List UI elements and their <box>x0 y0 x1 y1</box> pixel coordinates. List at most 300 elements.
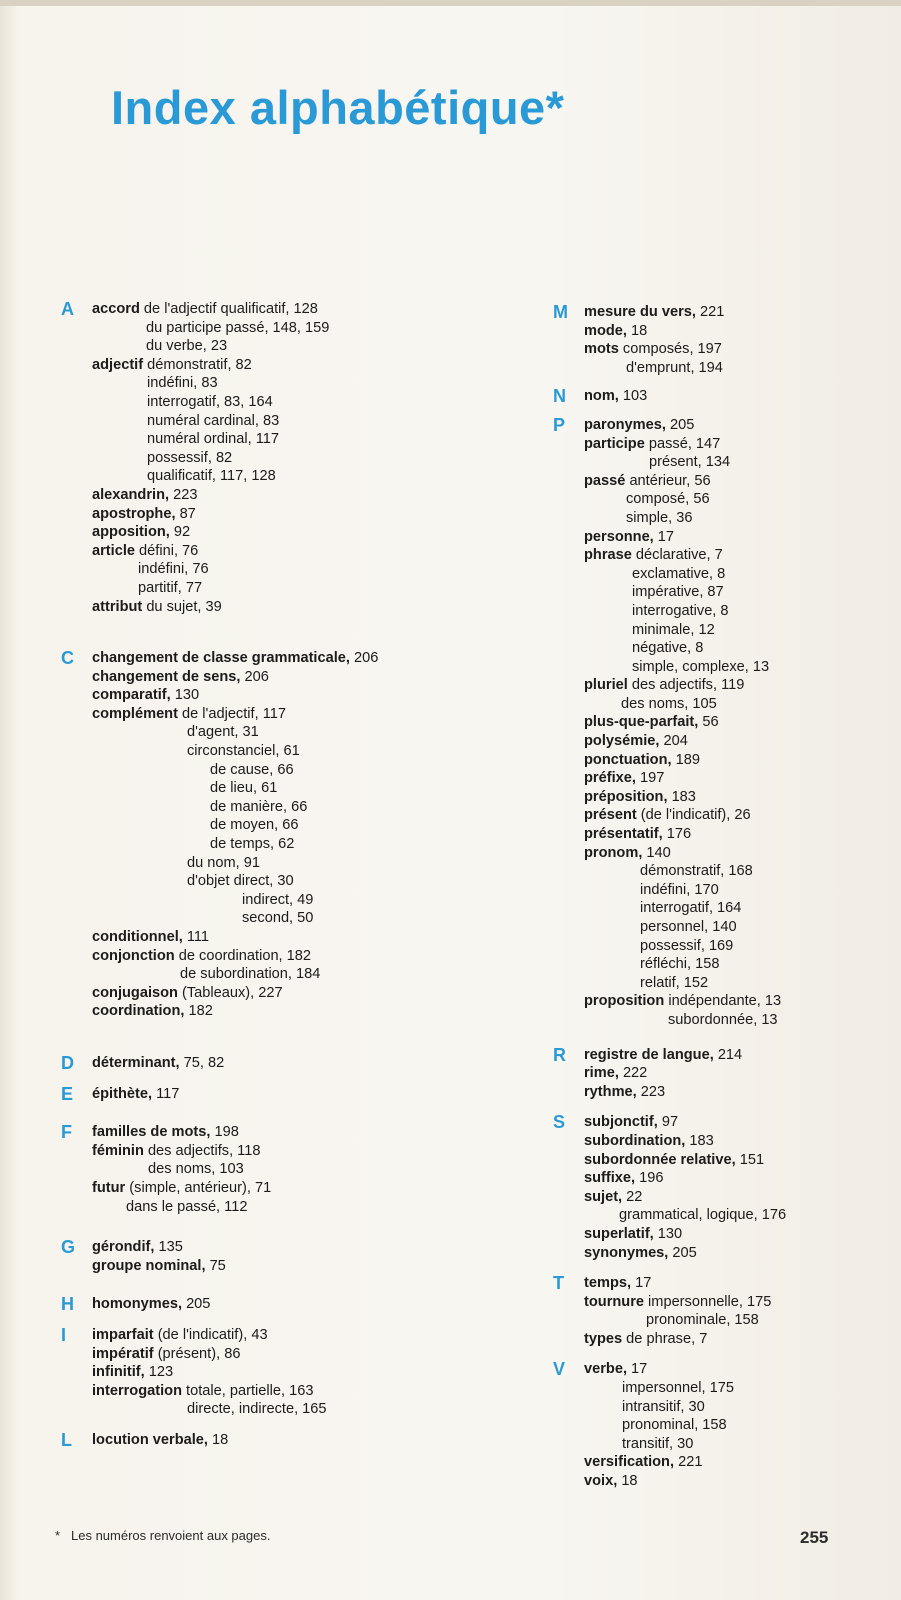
index-entry-text: 204 <box>659 733 688 750</box>
index-column-right <box>548 303 888 1491</box>
index-entry-text: circonstanciel, 61 <box>187 743 300 760</box>
index-entry-text: pronominal, 158 <box>622 1417 727 1434</box>
index-entry-line <box>92 412 486 431</box>
index-entry-line <box>584 472 888 491</box>
index-headword: nom, <box>584 388 619 405</box>
index-entry-line <box>584 1398 888 1417</box>
index-entry-text: interrogative, 8 <box>632 602 729 619</box>
index-group-h <box>56 1295 486 1314</box>
index-entry-line <box>92 505 486 524</box>
index-headword: subordonnée relative, <box>584 1151 736 1168</box>
index-entry-text: de l'adjectif, 117 <box>177 705 286 722</box>
index-entry-line <box>584 695 888 714</box>
index-entry-line <box>92 1326 486 1345</box>
index-group-g <box>56 1238 486 1275</box>
index-entry-text: du participe passé, 148, 159 <box>146 319 330 336</box>
index-entry-text: défini, 76 <box>135 542 199 559</box>
index-entry-text: des noms, 103 <box>148 1161 244 1178</box>
index-entry-text: 140 <box>642 844 671 861</box>
index-entry-line <box>584 1151 888 1170</box>
index-entry-text: de coordination, 182 <box>174 947 312 964</box>
index-entry-line <box>92 649 486 668</box>
index-entry-line <box>92 579 486 598</box>
index-entry-text: du nom, 91 <box>187 854 261 871</box>
index-entry-text: directe, indirecte, 165 <box>187 1401 327 1418</box>
index-entry-text: 221 <box>674 1454 703 1471</box>
section-letter-f: F <box>61 1122 72 1143</box>
index-group-c <box>56 649 486 1021</box>
index-entry-line <box>584 359 888 378</box>
index-entry-text: 18 <box>207 1431 229 1448</box>
index-entry-line <box>584 974 888 993</box>
index-headword: proposition <box>584 993 665 1010</box>
index-entry-line <box>584 1011 888 1030</box>
index-headword: pluriel <box>584 677 628 694</box>
index-entry-text: dans le passé, 112 <box>126 1198 248 1215</box>
index-entry-text: de phrase, 7 <box>622 1330 708 1347</box>
index-entry-line <box>584 918 888 937</box>
index-entry-text: de l'adjectif qualificatif, 128 <box>139 301 318 317</box>
index-headword: personne, <box>584 528 654 545</box>
index-headword: article <box>92 542 135 559</box>
section-letter-i: I <box>61 1324 67 1345</box>
index-entry-line <box>584 602 888 621</box>
index-entry-line <box>92 1363 486 1382</box>
section-letter-r: R <box>553 1044 566 1065</box>
index-group-i <box>56 1326 486 1419</box>
section-letter-p: P <box>553 414 566 435</box>
index-entry-line <box>92 891 486 910</box>
index-entry-line <box>584 509 888 528</box>
index-entry-text: 130 <box>653 1225 683 1242</box>
index-entry-line <box>92 1257 486 1276</box>
index-entry-text: 111 <box>182 929 210 945</box>
index-headword: coordination, <box>92 1003 185 1020</box>
index-entry-line <box>92 1179 486 1198</box>
index-headword: impératif <box>92 1345 154 1362</box>
index-entry-text: 75 <box>205 1257 226 1274</box>
index-group-a <box>56 300 486 616</box>
index-entry-line <box>584 1244 888 1263</box>
index-entry-line <box>584 639 888 658</box>
index-entry-text: de cause, 66 <box>210 761 294 778</box>
index-entry-text: partitif, 77 <box>138 579 203 596</box>
page-title: Index alphabétique* <box>111 81 565 134</box>
index-headword: plus-que-parfait, <box>584 714 699 731</box>
index-headword: suffixe, <box>584 1170 636 1187</box>
index-entry-line <box>92 319 486 338</box>
index-entry-line <box>584 658 888 677</box>
index-entry-text: d'agent, 31 <box>187 724 259 741</box>
index-entry-line <box>584 937 888 956</box>
section-letter-h: H <box>61 1294 74 1315</box>
index-entry-text: pronominale, 158 <box>646 1312 759 1329</box>
index-entry-text: passé, 147 <box>644 435 721 452</box>
index-entry-line <box>584 1188 888 1207</box>
index-headword: accord <box>92 301 140 317</box>
index-headword: participe <box>584 435 645 452</box>
index-headword: passé <box>584 472 626 489</box>
index-entry-line <box>92 542 486 561</box>
index-entry-text: composé, 56 <box>626 491 710 508</box>
index-headword: conditionnel, <box>92 929 183 945</box>
index-entry-text: indéfini, 83 <box>147 375 218 392</box>
index-headword: infinitif, <box>92 1364 145 1381</box>
index-entry-text: composés, 197 <box>618 341 722 358</box>
index-entry-text: 222 <box>618 1065 648 1082</box>
index-entry-line <box>92 1002 486 1021</box>
index-entry-text: 97 <box>657 1114 679 1131</box>
index-entry-line <box>92 356 486 375</box>
index-entry-line <box>584 1360 888 1379</box>
index-entry-line <box>584 825 888 844</box>
footnote-text: Les numéros renvoient aux pages. <box>71 1528 271 1543</box>
index-entry-line <box>584 453 888 472</box>
index-entry-line <box>92 965 486 984</box>
index-entry-line <box>92 1431 486 1450</box>
index-entry-line <box>92 668 486 687</box>
index-entry-line <box>584 1113 888 1132</box>
index-entry-line <box>92 854 486 873</box>
section-letter-t: T <box>553 1273 564 1294</box>
index-entry-line <box>92 723 486 742</box>
index-entry-text: interrogatif, 83, 164 <box>147 393 273 410</box>
index-entry-line <box>92 705 486 724</box>
index-entry-text: démonstratif, 168 <box>640 863 753 880</box>
index-entry-text: (de l'indicatif), 43 <box>153 1326 268 1343</box>
index-entry-text: intransitif, 30 <box>622 1398 705 1415</box>
index-headword: superlatif, <box>584 1225 654 1242</box>
index-entry-text: simple, 36 <box>626 509 693 526</box>
index-entry-line <box>584 1416 888 1435</box>
index-entry-line <box>92 1295 486 1314</box>
index-headword: paronymes, <box>584 416 666 433</box>
index-entry-line <box>584 528 888 547</box>
index-group-l <box>56 1431 486 1450</box>
index-entry-text: 130 <box>170 687 200 704</box>
index-entry-line <box>92 686 486 705</box>
index-headword: conjonction <box>92 947 175 964</box>
index-headword: présentatif, <box>584 826 663 843</box>
index-entry-line <box>584 899 888 918</box>
index-headword: alexandrin, <box>92 486 170 503</box>
index-entry-text: 189 <box>671 751 700 768</box>
index-entry-text: 183 <box>667 788 696 805</box>
footnote <box>55 1528 270 1543</box>
index-entry-text: interrogatif, 164 <box>640 900 742 917</box>
index-entry-line <box>584 322 888 341</box>
index-headword: futur <box>92 1179 126 1196</box>
index-entry-line <box>92 523 486 542</box>
index-entry-text: (simple, antérieur), 71 <box>125 1179 272 1196</box>
section-letter-d: D <box>61 1052 74 1073</box>
index-entry-text: négative, 8 <box>632 640 704 657</box>
index-entry-text: impersonnelle, 175 <box>644 1293 772 1310</box>
index-entry-line <box>92 1382 486 1401</box>
index-entry-text: transitif, 30 <box>622 1435 694 1452</box>
index-entry-text: 151 <box>735 1151 765 1168</box>
index-headword: présent <box>584 807 637 824</box>
index-entry-text: d'objet direct, 30 <box>187 873 294 890</box>
index-entry-text: 182 <box>184 1003 213 1020</box>
index-entry-text: subordonnée, 13 <box>668 1011 778 1028</box>
index-entry-line <box>584 676 888 695</box>
index-headword: mode, <box>584 322 627 339</box>
index-entry-line <box>584 955 888 974</box>
index-headword: attribut <box>92 598 143 615</box>
index-group-d <box>56 1054 486 1073</box>
index-entry-line <box>92 430 486 449</box>
index-entry-text: indéfini, 76 <box>138 561 209 578</box>
index-entry-text: simple, complexe, 13 <box>632 658 770 675</box>
index-entry-line <box>584 416 888 435</box>
index-headword: interrogation <box>92 1382 182 1399</box>
index-entry-text: 223 <box>636 1083 666 1100</box>
index-entry-line <box>92 337 486 356</box>
index-entry-text: antérieur, 56 <box>625 472 711 489</box>
index-entry-line <box>584 713 888 732</box>
index-entry-text: 206 <box>240 668 269 685</box>
index-entry-text: grammatical, logique, 176 <box>619 1207 787 1224</box>
index-entry-line <box>92 761 486 780</box>
index-entry-text: indirect, 49 <box>242 891 314 908</box>
index-entry-line <box>584 583 888 602</box>
index-entry-text: 87 <box>175 505 196 522</box>
index-entry-text: 92 <box>169 524 191 541</box>
index-headword: groupe nominal, <box>92 1257 206 1274</box>
index-entry-text: du sujet, 39 <box>142 598 222 615</box>
index-entry-line <box>584 806 888 825</box>
section-letter-a: A <box>61 299 74 319</box>
index-entry-line <box>584 1293 888 1312</box>
index-entry-line <box>92 779 486 798</box>
index-group-n <box>548 387 888 406</box>
index-entry-line <box>92 909 486 928</box>
index-entry-text: 198 <box>210 1124 239 1141</box>
index-headword: épithète, <box>92 1085 153 1102</box>
index-headword: familles de mots, <box>92 1124 211 1141</box>
index-entry-line <box>584 303 888 322</box>
index-entry-line <box>92 1160 486 1179</box>
index-entry-line <box>92 300 486 319</box>
index-entry-line <box>92 449 486 468</box>
index-entry-text: 205 <box>665 416 695 433</box>
index-entry-line <box>584 1225 888 1244</box>
page-number: 255 <box>800 1528 829 1547</box>
index-headword: préposition, <box>584 788 668 805</box>
index-entry-text: de moyen, 66 <box>210 817 299 834</box>
index-headword: temps, <box>584 1275 632 1292</box>
index-entry-text: 135 <box>154 1239 183 1256</box>
index-entry-text: 205 <box>668 1244 697 1261</box>
index-entry-line <box>92 1400 486 1419</box>
index-headword: homonymes, <box>92 1296 183 1313</box>
index-column-left <box>56 300 486 1449</box>
index-headword: rime, <box>584 1065 619 1082</box>
index-entry-text: 221 <box>695 304 725 320</box>
index-group-s <box>548 1113 888 1262</box>
index-entry-text: du verbe, 23 <box>146 338 228 355</box>
index-headword: versification, <box>584 1454 675 1471</box>
index-entry-text: 197 <box>635 770 665 787</box>
index-entry-text: minimale, 12 <box>632 621 715 638</box>
index-entry-line <box>584 862 888 881</box>
index-entry-text: 17 <box>653 528 675 545</box>
index-entry-text: 183 <box>685 1132 714 1149</box>
index-entry-line <box>584 992 888 1011</box>
index-entry-text: de temps, 62 <box>210 836 295 853</box>
index-entry-text: indépendante, 13 <box>664 993 782 1010</box>
index-entry-line <box>584 1083 888 1102</box>
index-group-m <box>548 303 888 377</box>
index-entry-line <box>584 1330 888 1349</box>
index-entry-line <box>92 467 486 486</box>
index-entry-line <box>92 984 486 1003</box>
index-headword: changement de sens, <box>92 668 241 685</box>
index-entry-text: 205 <box>182 1296 211 1313</box>
index-entry-line <box>584 788 888 807</box>
index-group-e <box>56 1085 486 1104</box>
index-entry-line <box>584 387 888 406</box>
index-entry-text: des adjectifs, 118 <box>143 1142 261 1159</box>
index-headword: polysémie, <box>584 733 660 750</box>
index-entry-text: numéral cardinal, 83 <box>147 412 280 429</box>
section-letter-s: S <box>553 1112 566 1133</box>
index-headword: types <box>584 1330 623 1347</box>
index-entry-line <box>584 435 888 454</box>
index-entry-text: démonstratif, 82 <box>143 356 252 373</box>
index-headword: comparatif, <box>92 687 171 704</box>
index-entry-line <box>584 546 888 565</box>
index-entry-text: (Tableaux), 227 <box>177 984 283 1001</box>
index-headword: changement de classe grammaticale, <box>92 650 350 667</box>
index-entry-line <box>584 1064 888 1083</box>
index-entry-text: de lieu, 61 <box>210 780 278 797</box>
index-headword: voix, <box>584 1473 618 1490</box>
index-entry-line <box>584 621 888 640</box>
index-entry-line <box>584 340 888 359</box>
index-headword: gérondif, <box>92 1239 155 1256</box>
index-entry-text: 17 <box>631 1275 652 1292</box>
index-headword: mesure du vers, <box>584 304 696 320</box>
index-entry-text: 176 <box>662 826 692 843</box>
index-headword: locution verbale, <box>92 1431 208 1448</box>
index-entry-text: exclamative, 8 <box>632 565 726 582</box>
index-entry-text: présent, 134 <box>649 454 731 471</box>
index-entry-line <box>92 872 486 891</box>
index-entry-text: 103 <box>618 388 648 405</box>
index-entry-line <box>92 598 486 617</box>
footnote-mark: * <box>55 1528 61 1543</box>
index-entry-line <box>584 732 888 751</box>
index-entry-line <box>92 560 486 579</box>
index-entry-text: 18 <box>626 322 648 339</box>
index-entry-text: 18 <box>617 1473 638 1490</box>
index-entry-line <box>584 1472 888 1491</box>
index-entry-line <box>584 844 888 863</box>
index-headword: subordination, <box>584 1132 686 1149</box>
index-group-p <box>548 416 888 1030</box>
index-entry-line <box>584 1046 888 1065</box>
index-entry-text: qualificatif, 117, 128 <box>147 468 276 485</box>
index-entry-text: numéral ordinal, 117 <box>147 431 279 448</box>
index-entry-line <box>584 1169 888 1188</box>
index-headword: féminin <box>92 1142 144 1159</box>
index-entry-text: 17 <box>627 1361 648 1378</box>
index-entry-text: 123 <box>144 1364 174 1381</box>
index-entry-text: 22 <box>622 1188 643 1205</box>
index-headword: apposition, <box>92 524 170 541</box>
index-entry-line <box>92 742 486 761</box>
index-entry-text: relatif, 152 <box>640 974 709 991</box>
index-entry-line <box>92 374 486 393</box>
section-letter-v: V <box>553 1359 566 1380</box>
index-entry-text: réfléchi, 158 <box>640 956 720 973</box>
index-entry-text: 75, 82 <box>179 1054 225 1071</box>
index-entry-line <box>584 751 888 770</box>
index-entry-text: 56 <box>698 714 719 731</box>
index-headword: adjectif <box>92 356 144 373</box>
index-entry-text: possessif, 82 <box>147 449 233 466</box>
index-entry-text: personnel, 140 <box>640 919 737 935</box>
index-entry-text: second, 50 <box>242 910 314 927</box>
index-entry-line <box>584 1453 888 1472</box>
index-entry-text: totale, partielle, 163 <box>182 1382 314 1399</box>
index-entry-text: (présent), 86 <box>153 1345 241 1362</box>
section-letter-c: C <box>61 648 74 669</box>
page-top-edge <box>0 0 901 6</box>
index-entry-line <box>92 798 486 817</box>
index-headword: complément <box>92 705 178 722</box>
index-entry-text: indéfini, 170 <box>640 881 719 898</box>
index-entry-line <box>584 1311 888 1330</box>
index-entry-line <box>92 1345 486 1364</box>
index-entry-line <box>584 1274 888 1293</box>
index-group-v <box>548 1360 888 1490</box>
index-entry-text: de subordination, 184 <box>180 966 321 983</box>
index-entry-line <box>584 1132 888 1151</box>
index-group-r <box>548 1046 888 1102</box>
index-entry-text: 206 <box>349 650 379 667</box>
index-headword: préfixe, <box>584 770 636 787</box>
index-entry-line <box>92 816 486 835</box>
index-entry-line <box>584 1379 888 1398</box>
index-entry-line <box>92 947 486 966</box>
index-entry-line <box>584 1435 888 1454</box>
index-headword: apostrophe, <box>92 505 176 522</box>
index-entry-line <box>92 1123 486 1142</box>
index-headword: registre de langue, <box>584 1046 714 1063</box>
index-entry-text: (de l'indicatif), 26 <box>636 807 751 824</box>
index-entry-line <box>92 486 486 505</box>
index-headword: mots <box>584 341 619 358</box>
index-entry-line <box>92 1054 486 1073</box>
index-headword: sujet, <box>584 1188 623 1205</box>
index-headword: phrase <box>584 547 632 564</box>
index-headword: pronom, <box>584 844 643 861</box>
section-letter-e: E <box>61 1083 74 1104</box>
section-letter-g: G <box>61 1237 76 1258</box>
index-entry-line <box>92 835 486 854</box>
index-headword: conjugaison <box>92 984 178 1001</box>
index-entry-line <box>584 881 888 900</box>
index-group-t <box>548 1274 888 1348</box>
index-entry-line <box>92 1085 486 1104</box>
index-entry-text: 196 <box>635 1170 664 1187</box>
index-entry-line <box>584 769 888 788</box>
index-entry-text: possessif, 169 <box>640 937 734 954</box>
index-entry-text: de manière, 66 <box>210 798 308 815</box>
